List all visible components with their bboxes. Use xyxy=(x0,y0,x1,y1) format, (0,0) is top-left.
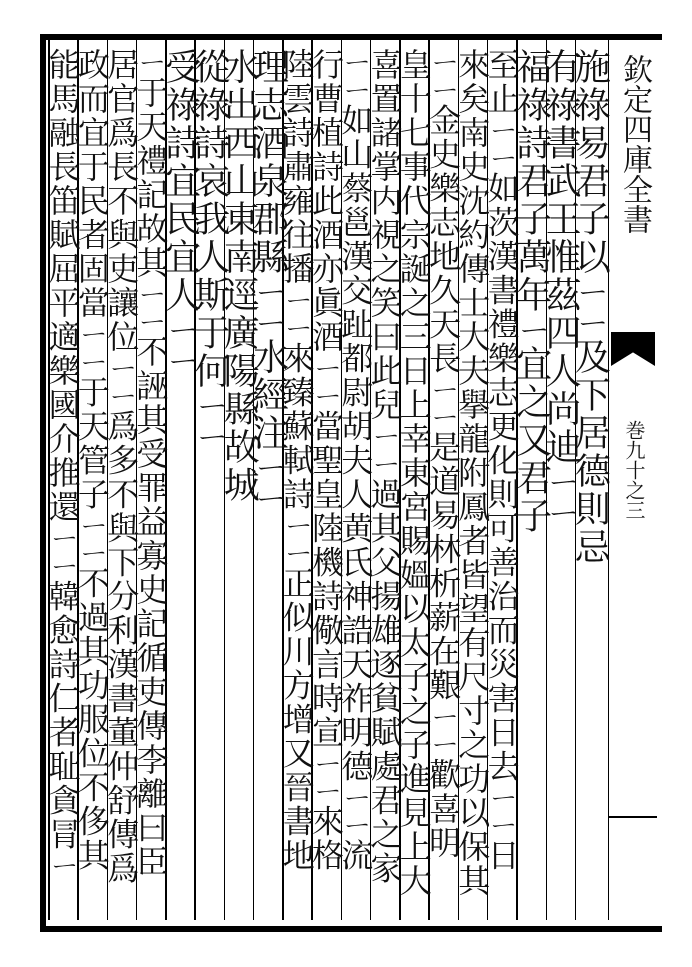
column-text: 居官爲長不與吏讓位ㄧㄧ爲多不與下分利漢書董仲舒傳爲 xyxy=(102,48,141,886)
juan-number: 巻九十之三 xyxy=(622,420,646,520)
column-text: 有祿書武王惟茲四人尚迪ㄧㄧ xyxy=(540,48,582,528)
column-text: 陸雲詩肅雍往播ㄧㄧ來臻蘇軾詩ㄧㄧ正似川方增又晉書地 xyxy=(277,48,316,873)
column-text: 福祿詩君子萬年ㄧ宜之又君子 xyxy=(510,48,552,535)
column-text: 皇十七事代宗誕之三日上幸東宮賜媼以太子之子進見上大 xyxy=(394,48,433,898)
page-margin xyxy=(608,40,657,920)
column-text: 行曹植詩此酒亦眞酒ㄧㄧ當聖皇陸機詩儆言時宣ㄧㄧ來格 xyxy=(307,48,345,873)
column-text: 能馬融長笛賦屈平適樂國介推還ㄧㄧ韓愈詩仁者耻貪冐ㄧ xyxy=(43,48,82,879)
column-text: ㄧ于天禮記故其ㄧㄧ不誣其受罪益寡史記循吏傳李離曰臣 xyxy=(131,48,170,879)
column-text: 施祿易君子以ㄧㄧ及下居德則忌 xyxy=(569,48,611,566)
column-text: 受祿詩宜民宜人ㄧㄧ xyxy=(159,48,201,376)
column-text: 政而宜于民者固當ㄧㄧ于天管子ㄧㄧ不過其功服位不侈其 xyxy=(72,48,111,873)
margin-rule xyxy=(609,816,657,818)
series-title: 欽定四庫全書 xyxy=(617,54,652,234)
column-text: 至止ㄧㄧ如茨漢書禮樂志更化則可善治而災害日去ㄧㄧ日 xyxy=(482,48,521,873)
column-text: ㄧㄧ金史樂志地久天長ㄧㄧ是道易林析薪在艱ㄧㄧ歡喜明 xyxy=(424,48,463,860)
column-text: 理志酒泉郡縣ㄧㄧ水經注ㄧㄧ xyxy=(247,48,289,514)
column-text: ㄧㄧ如山蔡邕漢交趾都尉胡夫人黄氏神誥天祚明德ㄧㄧ流 xyxy=(336,48,375,873)
text-column xyxy=(40,48,86,879)
column-text: 喜置諸掌内視之笑曰此兒ㄧㄧ過其父揚雄逐貧賦處君之家 xyxy=(365,48,404,886)
fish-tail-mark xyxy=(611,332,655,366)
column-text: 水出西山東南逕廣陽縣故城 xyxy=(218,48,260,504)
column-text: 來矣南史沈約傳士大夫擧龍附鳳者皆望有尺寸之功以保其 xyxy=(453,48,492,898)
column-text: 從祿詩哀我人斯于何ㄧㄧ xyxy=(188,48,230,452)
